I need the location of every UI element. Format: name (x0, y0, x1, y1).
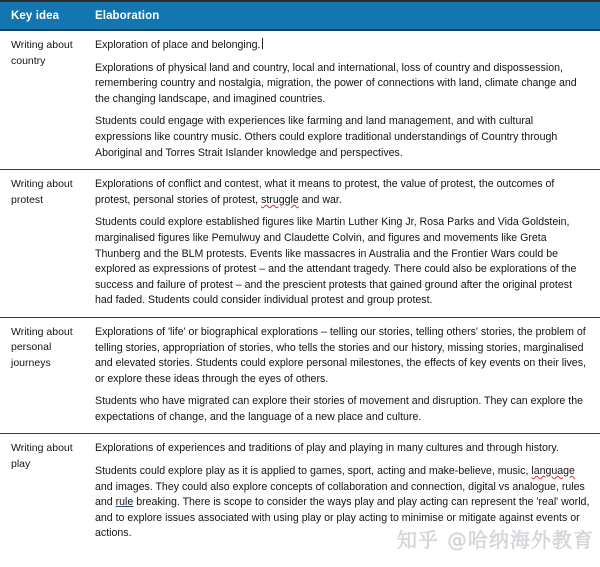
column-header-key-idea: Key idea (11, 9, 60, 22)
paragraph: Students could engage with experiences like farming and land management, and with cultural expressions like country music. Others could explore traditional understandings of Country through Aboriginal and Torres Strait Islander knowledge and perspectives. (95, 115, 558, 159)
paragraph-text: Exploration of place and belonging. (95, 39, 261, 51)
sp-word: language (531, 465, 575, 478)
paragraph: Explorations of 'life' or biographical explorations – telling our stories, telling others' stories, the problem of telling stories, appropriation of stories, who tells the stories and our history, missing stories, marginalised and elevated stories. Students could explore personal milestones, the effects of key events on their lives, or explore these ideas through the eyes of others. (95, 325, 586, 385)
paragraph (95, 38, 592, 54)
row-elaboration (92, 441, 600, 542)
elaboration-table (0, 2, 600, 550)
row-elaboration (92, 177, 600, 309)
paragraph: Students could explore established figures like Martin Luther King Jr, Rosa Parks and Vida Goldstein, marginalised figures like Pemulwuy and Claudette Colvin, and figures and movements like Greta Thunberg and the BLM protests. Events like massacres in Australia and the Frontier Wars could be explored as expressions of protest – and the attendant tragedy. There could also be explorations of the success and failure of protest – and the prescient protests that gained ground after the original protest had faded. Students could consider individual protest and group protest. (95, 216, 577, 307)
table-row (0, 31, 600, 170)
paragraph: Students who have migrated can explore their stories of movement and disruption. They can explore the expectations of change, and the language of a new place and culture. (95, 395, 583, 423)
paragraph: Explorations of experiences and traditions of play and playing in many cultures and through history. (95, 442, 559, 455)
sp-word: struggle (261, 193, 299, 206)
table-row (0, 318, 600, 435)
row-elaboration (92, 38, 600, 161)
paragraph: Students could explore play as it is applied to games, sport, acting and make-believe, music, language and images. They could also explore concepts of collaboration and connection, digital vs analogue, rules and rule breaking. There is scope to consider the ways play and play acting can represent the 'real' world, and to explore issues associated with using play or play acting to minimise or mitigate against events or actions. (95, 465, 590, 540)
table-header-row (0, 2, 600, 31)
row-key-idea: Writing about personal journeys (11, 325, 73, 369)
column-header-elaboration: Elaboration (95, 9, 160, 22)
text-caret (262, 38, 263, 49)
row-key-idea: Writing about protest (11, 178, 73, 206)
row-key-idea: Writing about country (11, 39, 73, 67)
ul-word: rule (115, 496, 134, 509)
row-key-idea: Writing about play (11, 442, 73, 470)
site-watermark: 知乎 @哈纳海外教育 (397, 528, 594, 552)
paragraph: Explorations of physical land and country, local and international, loss of country and dispossession, remembering country and nostalgia, migration, the power of connections with land, climate change and the changing landscape, and imagined countries. (95, 61, 577, 105)
table-row (0, 434, 600, 550)
table-row (0, 170, 600, 318)
paragraph: Explorations of conflict and contest, what it means to protest, the value of protest, the outcomes of protest, personal stories of protest, struggle and war. (95, 178, 555, 206)
row-elaboration (92, 325, 600, 426)
